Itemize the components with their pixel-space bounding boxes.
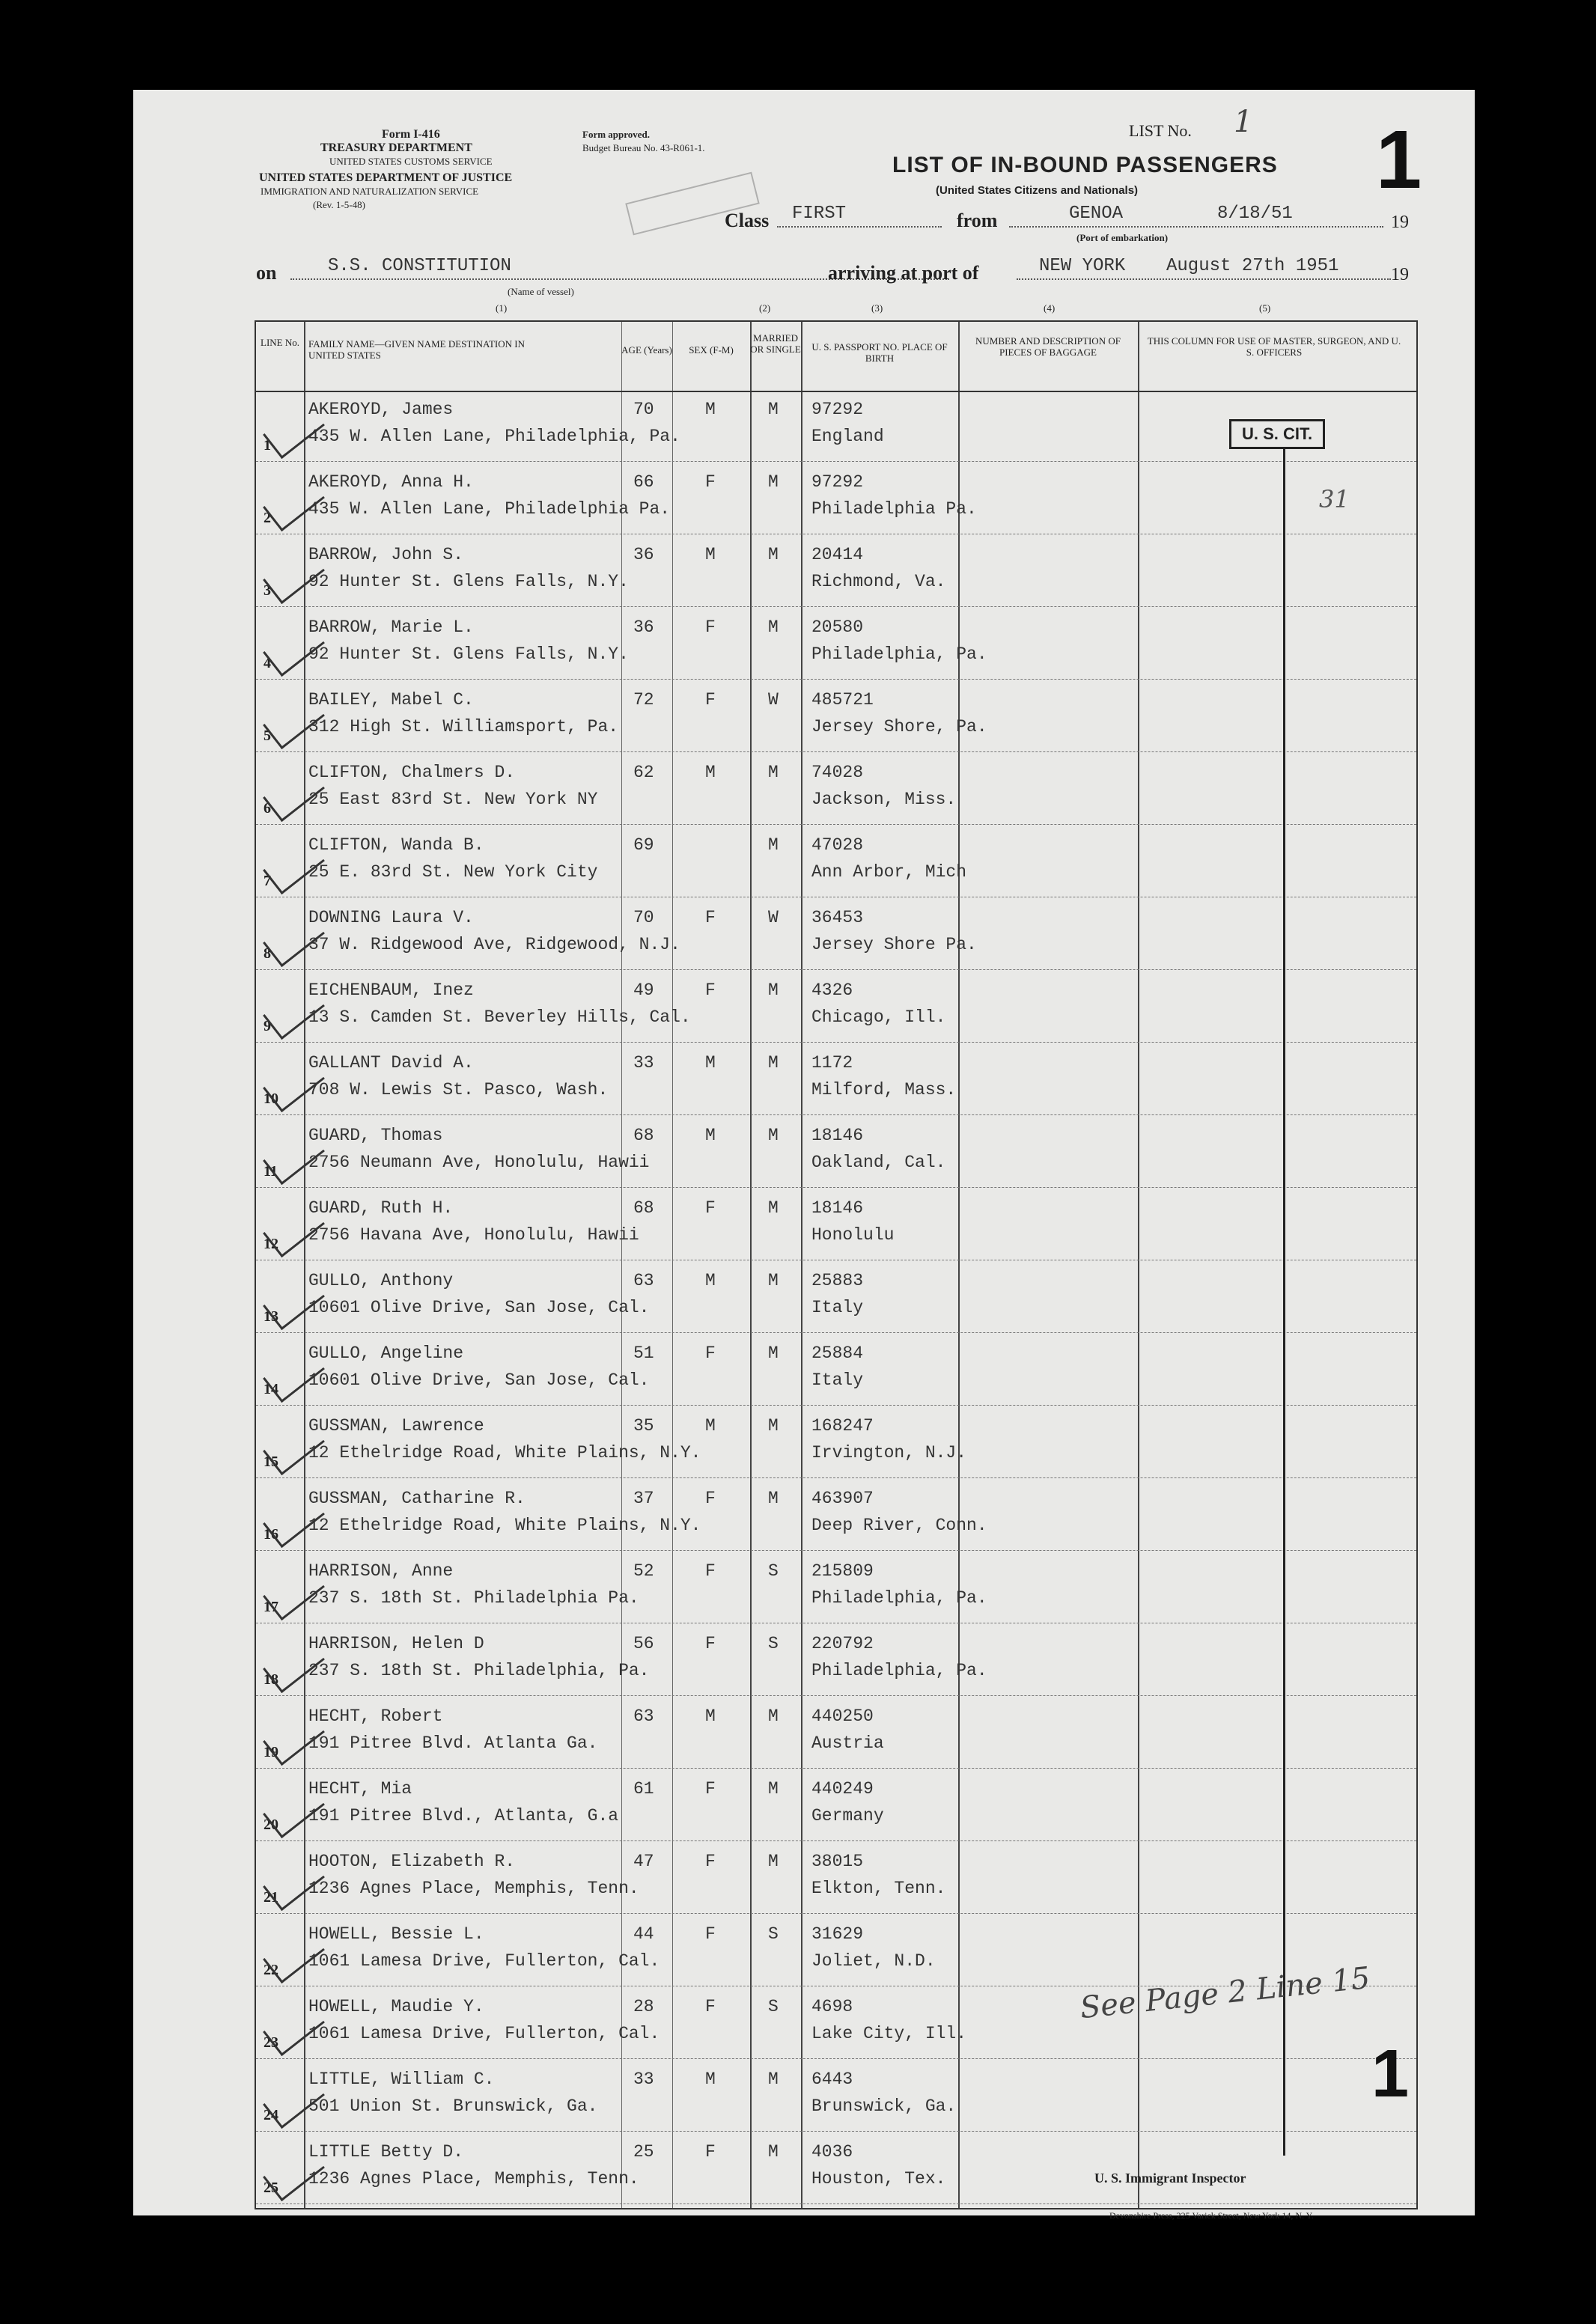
table-row <box>256 1481 1416 1551</box>
passenger-age: 47 <box>633 1852 654 1871</box>
passenger-name: DOWNING Laura V. <box>308 908 474 927</box>
big-one-mark: 1 <box>1371 2037 1410 2111</box>
form-number: Form I-416 <box>382 128 440 141</box>
col-header-line: LINE No. <box>261 337 299 348</box>
marital-status: M <box>768 2070 779 2089</box>
passenger-name: GUARD, Ruth H. <box>308 1198 454 1218</box>
table-row <box>256 2062 1416 2132</box>
passenger-age: 56 <box>633 1634 654 1653</box>
department-of-justice: UNITED STATES DEPARTMENT OF JUSTICE <box>259 171 513 184</box>
place-of-birth: Jersey Shore Pa. <box>811 935 977 954</box>
passport-number: 4698 <box>811 1997 853 2016</box>
marital-status: M <box>768 1053 779 1073</box>
line-number: 24 <box>264 2107 278 2123</box>
class-label: Class <box>725 210 770 231</box>
line-number: 17 <box>264 1599 278 1615</box>
passenger-name: CLIFTON, Wanda B. <box>308 835 484 855</box>
marital-status: S <box>768 1634 779 1653</box>
passenger-name: EICHENBAUM, Inez <box>308 980 474 1000</box>
passenger-list-sheet <box>133 90 1475 2221</box>
passenger-age: 70 <box>633 400 654 419</box>
table-row <box>256 1699 1416 1769</box>
place-of-birth: Philadelphia, Pa. <box>811 1661 987 1680</box>
marital-status: W <box>768 908 779 927</box>
passenger-name: GALLANT David A. <box>308 1053 474 1073</box>
passenger-age: 70 <box>633 908 654 927</box>
passenger-name: GUSSMAN, Catharine R. <box>308 1489 526 1508</box>
passenger-age: 51 <box>633 1344 654 1363</box>
passport-number: 440249 <box>811 1779 874 1799</box>
passenger-age: 36 <box>633 617 654 637</box>
marital-status: M <box>768 980 779 1000</box>
passenger-age: 36 <box>633 545 654 564</box>
line-number: 18 <box>264 1671 278 1688</box>
place-of-birth: Italy <box>811 1298 864 1317</box>
page-title: LIST OF IN-BOUND PASSENGERS <box>892 153 1278 177</box>
marital-status: M <box>768 763 779 782</box>
passenger-name: AKEROYD, Anna H. <box>308 472 474 492</box>
passport-number: 4036 <box>811 2142 853 2162</box>
passenger-sex: M <box>705 400 716 419</box>
passenger-name: LITTLE, William C. <box>308 2070 495 2089</box>
line-number: 4 <box>264 655 271 671</box>
passenger-table <box>255 320 1418 2209</box>
passenger-destination: 237 S. 18th St. Philadelphia Pa. <box>308 1588 639 1608</box>
line-number: 23 <box>264 2034 278 2051</box>
passport-number: 47028 <box>811 835 864 855</box>
passenger-destination: 435 W. Allen Lane, Philadelphia Pa. <box>308 499 671 519</box>
line-number: 3 <box>264 582 271 599</box>
passenger-destination: 12 Ethelridge Road, White Plains, N.Y. <box>308 1443 701 1463</box>
line-number: 7 <box>264 873 271 889</box>
place-of-birth: Jersey Shore, Pa. <box>811 717 987 736</box>
passenger-destination: 10601 Olive Drive, San Jose, Cal. <box>308 1298 650 1317</box>
passenger-sex: F <box>705 1344 716 1363</box>
passenger-sex: M <box>705 2070 716 2089</box>
form-approved: Form approved. <box>582 129 651 140</box>
place-of-birth: Elkton, Tenn. <box>811 1879 946 1898</box>
passenger-name: LITTLE Betty D. <box>308 2142 464 2162</box>
table-row <box>256 755 1416 825</box>
passenger-name: BAILEY, Mabel C. <box>308 690 474 710</box>
line-number: 5 <box>264 728 271 744</box>
passport-number: 18146 <box>811 1198 864 1218</box>
passenger-destination: 37 W. Ridgewood Ave, Ridgewood, N.J. <box>308 935 680 954</box>
passenger-age: 28 <box>633 1997 654 2016</box>
place-of-birth: Jackson, Miss. <box>811 790 957 809</box>
passenger-age: 33 <box>633 2070 654 2089</box>
place-of-birth: Chicago, Ill. <box>811 1007 946 1027</box>
passenger-sex: F <box>705 1489 716 1508</box>
passenger-destination: 2756 Havana Ave, Honolulu, Hawii <box>308 1225 639 1245</box>
place-of-birth: Joliet, N.D. <box>811 1951 936 1971</box>
place-of-birth: Lake City, Ill. <box>811 2024 967 2043</box>
marital-status: W <box>768 690 779 710</box>
class-value: FIRST <box>792 204 847 224</box>
passenger-sex: F <box>705 2142 716 2162</box>
passenger-name: GULLO, Anthony <box>308 1271 454 1290</box>
passenger-age: 61 <box>633 1779 654 1799</box>
table-row <box>256 683 1416 752</box>
list-no-label: LIST No. <box>1129 121 1192 140</box>
marital-status: M <box>768 400 779 419</box>
passenger-name: GUARD, Thomas <box>308 1126 443 1145</box>
passenger-sex: F <box>705 980 716 1000</box>
marital-status: M <box>768 545 779 564</box>
passenger-age: 68 <box>633 1198 654 1218</box>
line-number: 21 <box>264 1889 278 1906</box>
passenger-age: 44 <box>633 1924 654 1944</box>
passenger-name: AKEROYD, James <box>308 400 454 419</box>
marital-status: M <box>768 1852 779 1871</box>
place-of-birth: Richmond, Va. <box>811 572 946 591</box>
col-header-married: MARRIED OR SINGLE <box>750 332 801 355</box>
passenger-destination: 1061 Lamesa Drive, Fullerton, Cal. <box>308 1951 660 1971</box>
passport-number: 220792 <box>811 1634 874 1653</box>
line-number: 1 <box>264 437 271 454</box>
passenger-sex: F <box>705 690 716 710</box>
marital-status: M <box>768 1489 779 1508</box>
passport-number: 25883 <box>811 1271 864 1290</box>
count-annotation: 31 <box>1319 485 1350 513</box>
passenger-destination: 501 Union St. Brunswick, Ga. <box>308 2096 598 2116</box>
passport-number: 31629 <box>811 1924 864 1944</box>
col-num-4: (4) <box>1044 302 1056 314</box>
passenger-name: GULLO, Angeline <box>308 1344 464 1363</box>
passenger-sex: F <box>705 908 716 927</box>
passenger-age: 62 <box>633 763 654 782</box>
col-header-baggage: NUMBER AND DESCRIPTION OF PIECES OF BAGGAGE <box>975 335 1121 358</box>
table-row <box>256 465 1416 534</box>
col-header-name: FAMILY NAME—GIVEN NAME DESTINATION IN UNITED STATES <box>308 338 526 361</box>
table-row <box>256 1046 1416 1115</box>
passport-number: 36453 <box>811 908 864 927</box>
passenger-sex: F <box>705 1561 716 1581</box>
passenger-name: HOWELL, Bessie L. <box>308 1924 484 1944</box>
passport-number: 4326 <box>811 980 853 1000</box>
passenger-destination: 708 W. Lewis St. Pasco, Wash. <box>308 1080 609 1100</box>
line-number: 16 <box>264 1526 278 1543</box>
passenger-name: BARROW, John S. <box>308 545 464 564</box>
col-header-sex: SEX (F-M) <box>689 344 734 356</box>
us-citizen-stamp: U. S. CIT. <box>1229 419 1325 449</box>
from-value: GENOA <box>1069 204 1124 224</box>
place-of-birth: Houston, Tex. <box>811 2169 946 2189</box>
passport-number: 215809 <box>811 1561 874 1581</box>
marital-status: M <box>768 2142 779 2162</box>
arriving-label: arriving at port of <box>828 262 979 284</box>
marital-status: M <box>768 1416 779 1436</box>
place-of-birth: Austria <box>811 1733 884 1753</box>
line-number: 6 <box>264 800 271 817</box>
passenger-age: 37 <box>633 1489 654 1508</box>
line-number: 22 <box>264 1962 278 1978</box>
table-row <box>256 973 1416 1043</box>
passenger-age: 33 <box>633 1053 654 1073</box>
passenger-sex: M <box>705 1707 716 1726</box>
table-row <box>256 900 1416 970</box>
place-of-birth: Philadelphia Pa. <box>811 499 977 519</box>
marital-status: M <box>768 835 779 855</box>
table-row <box>256 610 1416 680</box>
line-number: 8 <box>264 945 271 962</box>
passport-number: 74028 <box>811 763 864 782</box>
passenger-name: HOWELL, Maudie Y. <box>308 1997 484 2016</box>
passenger-destination: 25 East 83rd St. New York NY <box>308 790 598 809</box>
passenger-destination: 2756 Neumann Ave, Honolulu, Hawii <box>308 1153 650 1172</box>
place-of-birth: Germany <box>811 1806 884 1826</box>
passenger-destination: 92 Hunter St. Glens Falls, N.Y. <box>308 644 629 664</box>
passenger-destination: 1061 Lamesa Drive, Fullerton, Cal. <box>308 2024 660 2043</box>
place-of-birth: Deep River, Conn. <box>811 1516 987 1535</box>
passenger-destination: 191 Pitree Blvd., Atlanta, G.a <box>308 1806 619 1826</box>
table-row <box>256 828 1416 897</box>
passport-number: 20414 <box>811 545 864 564</box>
date-underline <box>1204 226 1383 228</box>
passport-number: 463907 <box>811 1489 874 1508</box>
passenger-destination: 13 S. Camden St. Beverley Hills, Cal. <box>308 1007 691 1027</box>
treasury-department: TREASURY DEPARTMENT <box>320 141 472 154</box>
passenger-sex: M <box>705 1126 716 1145</box>
passenger-sex: F <box>705 1852 716 1871</box>
marital-status: M <box>768 1198 779 1218</box>
passenger-destination: 312 High St. Williamsport, Pa. <box>308 717 619 736</box>
place-of-birth: Philadelphia, Pa. <box>811 1588 987 1608</box>
col-num-3: (3) <box>871 302 883 314</box>
see-page-note: See Page 2 Line 15 <box>1078 1960 1372 2026</box>
passenger-sex: M <box>705 545 716 564</box>
vessel-name: S.S. CONSTITUTION <box>328 256 511 276</box>
table-row <box>256 1772 1416 1841</box>
passport-number: 440250 <box>811 1707 874 1726</box>
place-of-birth: England <box>811 427 884 446</box>
passenger-sex: F <box>705 1924 716 1944</box>
col-header-passport: U. S. PASSPORT NO. PLACE OF BIRTH <box>811 341 948 364</box>
passenger-age: 69 <box>633 835 654 855</box>
place-of-birth: Brunswick, Ga. <box>811 2096 957 2116</box>
passenger-sex: M <box>705 1053 716 1073</box>
passenger-sex: F <box>705 1997 716 2016</box>
col-header-age: AGE (Years) <box>621 344 672 356</box>
line-number: 9 <box>264 1018 271 1034</box>
passport-number: 38015 <box>811 1852 864 1871</box>
passport-number: 6443 <box>811 2070 853 2089</box>
passenger-age: 52 <box>633 1561 654 1581</box>
margin-signature <box>115 1583 167 1628</box>
place-of-birth: Milford, Mass. <box>811 1080 957 1100</box>
table-row <box>256 1554 1416 1623</box>
passenger-name: HECHT, Mia <box>308 1779 412 1799</box>
table-row <box>256 1118 1416 1188</box>
passenger-sex: F <box>705 1634 716 1653</box>
passenger-age: 63 <box>633 1707 654 1726</box>
passenger-destination: 92 Hunter St. Glens Falls, N.Y. <box>308 572 629 591</box>
marital-status: S <box>768 1997 779 2016</box>
line-number: 19 <box>264 1744 278 1760</box>
col-header-officers: THIS COLUMN FOR USE OF MASTER, SURGEON, AND U. S. OFFICERS <box>1147 335 1401 358</box>
passenger-destination: 25 E. 83rd St. New York City <box>308 862 598 882</box>
passenger-sex: M <box>705 1271 716 1290</box>
passport-number: 18146 <box>811 1126 864 1145</box>
line-number: 11 <box>264 1163 278 1180</box>
printer-imprint: Devonshire Press, 225 Varick Street, New York 14, N. Y. <box>1109 2210 1314 2221</box>
passenger-age: 63 <box>633 1271 654 1290</box>
table-row <box>256 2135 1416 2204</box>
marital-status: M <box>768 1707 779 1726</box>
revision: (Rev. 1-5-48) <box>313 199 365 210</box>
budget-bureau: Budget Bureau No. 43-R061-1. <box>582 142 705 153</box>
list-no-value: 1 <box>1234 105 1253 139</box>
place-of-birth: Honolulu <box>811 1225 895 1245</box>
passenger-age: 68 <box>633 1126 654 1145</box>
place-of-birth: Philadelphia, Pa. <box>811 644 987 664</box>
passport-number: 97292 <box>811 472 864 492</box>
line-number: 25 <box>264 2180 278 2196</box>
arrival-port: NEW YORK <box>1039 256 1126 276</box>
passport-number: 485721 <box>811 690 874 710</box>
place-of-birth: Ann Arbor, Mich <box>811 862 967 882</box>
line-number: 12 <box>264 1236 278 1252</box>
passenger-name: BARROW, Marie L. <box>308 617 474 637</box>
passport-number: 1172 <box>811 1053 853 1073</box>
passenger-sex: F <box>705 1779 716 1799</box>
table-row <box>256 1336 1416 1406</box>
table-row <box>256 1626 1416 1696</box>
table-row <box>256 537 1416 607</box>
passenger-sex: M <box>705 763 716 782</box>
line-number: 14 <box>264 1381 278 1397</box>
table-row <box>256 1191 1416 1260</box>
marital-status: M <box>768 472 779 492</box>
passenger-age: 35 <box>633 1416 654 1436</box>
passenger-destination: 10601 Olive Drive, San Jose, Cal. <box>308 1370 650 1390</box>
embark-caption: (Port of embarkation) <box>1076 232 1169 243</box>
passenger-destination: 1236 Agnes Place, Memphis, Tenn. <box>308 2169 639 2189</box>
line-number: 2 <box>264 510 271 526</box>
marital-status: M <box>768 617 779 637</box>
col-num-2: (2) <box>759 302 771 314</box>
passenger-destination: 191 Pitree Blvd. Atlanta Ga. <box>308 1733 598 1753</box>
customs-service: UNITED STATES CUSTOMS SERVICE <box>329 156 493 167</box>
passenger-age: 66 <box>633 472 654 492</box>
immigration-service: IMMIGRATION AND NATURALIZATION SERVICE <box>261 186 479 197</box>
place-of-birth: Oakland, Cal. <box>811 1153 946 1172</box>
passport-number: 168247 <box>811 1416 874 1436</box>
passenger-name: CLIFTON, Chalmers D. <box>308 763 516 782</box>
year-suffix-2: 19 <box>1391 265 1409 284</box>
marital-status: M <box>768 1344 779 1363</box>
vessel-caption: (Name of vessel) <box>508 286 574 297</box>
passenger-sex: M <box>705 1416 716 1436</box>
passenger-sex: F <box>705 1198 716 1218</box>
passenger-name: HARRISON, Helen D <box>308 1634 484 1653</box>
passenger-name: GUSSMAN, Lawrence <box>308 1416 484 1436</box>
table-row <box>256 1844 1416 1914</box>
passenger-name: HECHT, Robert <box>308 1707 443 1726</box>
passenger-name: HOOTON, Elizabeth R. <box>308 1852 516 1871</box>
table-row <box>256 1409 1416 1478</box>
passenger-destination: 1236 Agnes Place, Memphis, Tenn. <box>308 1879 639 1898</box>
passenger-age: 49 <box>633 980 654 1000</box>
passport-number: 25884 <box>811 1344 864 1363</box>
passport-number: 97292 <box>811 400 864 419</box>
passenger-destination: 435 W. Allen Lane, Philadelphia, Pa. <box>308 427 680 446</box>
passenger-sex: F <box>705 472 716 492</box>
sail-date: 8/18/51 <box>1217 204 1293 224</box>
place-of-birth: Irvington, N.J. <box>811 1443 967 1463</box>
marital-status: M <box>768 1126 779 1145</box>
page-number: 1 <box>1376 114 1422 206</box>
page-subtitle: (United States Citizens and Nationals) <box>936 184 1139 197</box>
passenger-name: HARRISON, Anne <box>308 1561 454 1581</box>
line-number: 10 <box>264 1091 278 1107</box>
officer-pen-line <box>1283 434 1285 2156</box>
line-number: 15 <box>264 1454 278 1470</box>
table-row <box>256 1263 1416 1333</box>
marital-status: M <box>768 1271 779 1290</box>
marital-status: S <box>768 1561 779 1581</box>
year-suffix: 19 <box>1391 213 1409 232</box>
line-number: 13 <box>264 1308 278 1325</box>
arrival-date: August 27th 1951 <box>1166 256 1339 276</box>
from-label: from <box>957 210 998 231</box>
marital-status: S <box>768 1924 779 1944</box>
passenger-destination: 12 Ethelridge Road, White Plains, N.Y. <box>308 1516 701 1535</box>
passenger-age: 72 <box>633 690 654 710</box>
class-underline <box>777 226 942 228</box>
marital-status: M <box>768 1779 779 1799</box>
on-label: on <box>256 262 277 284</box>
inspector-label: U. S. Immigrant Inspector <box>1094 2171 1246 2186</box>
col-num-5: (5) <box>1259 302 1271 314</box>
passenger-sex: F <box>705 617 716 637</box>
line-number: 20 <box>264 1817 278 1833</box>
col-num-1: (1) <box>496 302 508 314</box>
port-underline <box>1017 278 1391 280</box>
passenger-destination: 237 S. 18th St. Philadelphia, Pa. <box>308 1661 650 1680</box>
passenger-age: 25 <box>633 2142 654 2162</box>
passport-number: 20580 <box>811 617 864 637</box>
place-of-birth: Italy <box>811 1370 864 1390</box>
